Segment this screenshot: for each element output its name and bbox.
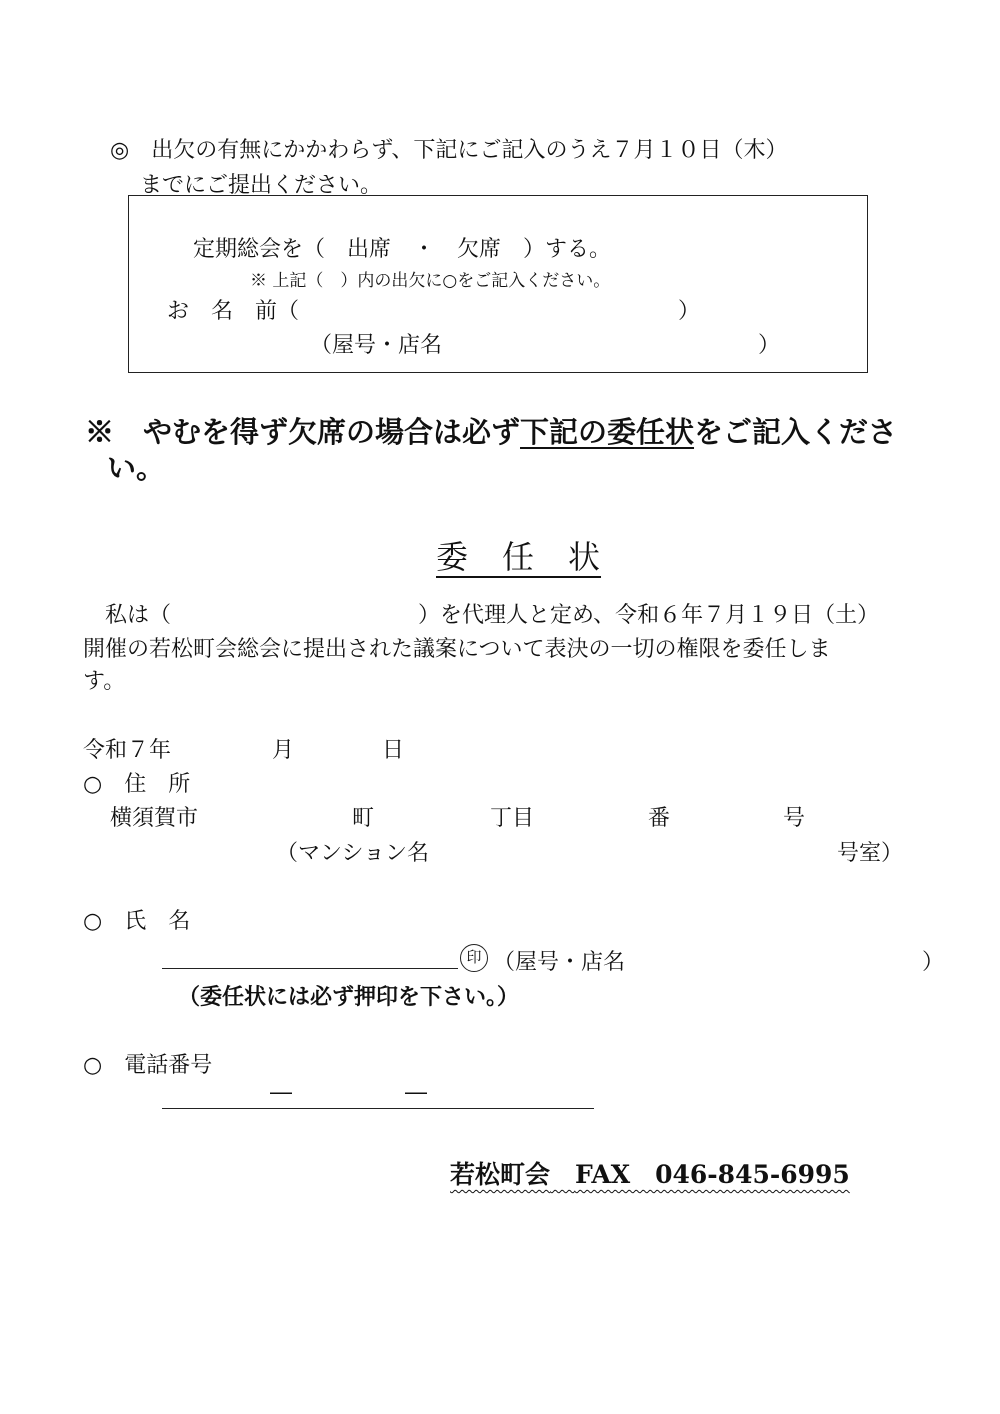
phone-label: ○ 電話番号 [83, 1053, 213, 1078]
notice-line-1: ◎ 出欠の有無にかかわらず、下記にご記入のうえ７月１０日（木） [110, 138, 788, 163]
footer-fax [450, 1155, 850, 1191]
address-go: 号 [783, 806, 806, 831]
attendee-shop-close: ） [758, 333, 781, 358]
attendee-shop-label: （屋号・店名 [310, 333, 443, 358]
footer-org: 若松町会 [450, 1160, 551, 1189]
phone-dash-2: ― [405, 1080, 427, 1105]
notice-line-2: までにご提出ください。 [140, 173, 383, 198]
name-signature-line[interactable] [162, 968, 458, 969]
name-shop-close: ） [922, 950, 945, 975]
phone-line[interactable] [162, 1108, 594, 1109]
proxy-body-close: ）を代理人と定め、令和６年７月１９日（土） [418, 603, 880, 628]
address-mansion: （マンション名 [276, 841, 430, 866]
proxy-warning [85, 410, 897, 451]
attendee-name-label: お 名 前（ [167, 299, 300, 324]
address-chome: 丁目 [490, 806, 535, 831]
footer-spacer [550, 1160, 575, 1189]
proxy-warning-line-2: い。 [107, 451, 166, 485]
date-day: 日 [382, 738, 405, 763]
attendance-note: ※ 上記（ ）内の出欠に○をご記入ください。 [250, 271, 611, 291]
seal-mark: 印 [460, 944, 488, 972]
name-label: ○ 氏 名 [83, 909, 191, 934]
proxy-body-line-3: す。 [83, 669, 126, 694]
warning-underlined: 下記の委任状 [520, 415, 695, 449]
warning-suffix: をご記入くださ [694, 415, 898, 449]
date-year: 令和７年 [83, 738, 172, 763]
date-month: 月 [272, 738, 295, 763]
proxy-body-line-2: 開催の若松町会総会に提出された議案について表決の一切の権限を委任しま [83, 637, 831, 662]
name-shop-label: （屋号・店名 [493, 950, 626, 975]
warning-prefix: ※ やむを得ず欠席の場合は必ず [85, 415, 521, 449]
address-city: 横須賀市 [110, 806, 199, 831]
address-town: 町 [352, 806, 375, 831]
address-ban: 番 [648, 806, 671, 831]
proxy-title: 委 任 状 [436, 538, 602, 576]
address-label: ○ 住 所 [83, 772, 191, 797]
proxy-body-open: 私は（ [105, 603, 172, 628]
phone-dash-1: ― [270, 1080, 292, 1105]
address-room: 号室） [837, 841, 904, 866]
attendance-choice[interactable]: 定期総会を（ 出席 ・ 欠席 ）する。 [193, 237, 612, 262]
seal-note: （委任状には必ず押印を下さい。） [178, 984, 520, 1010]
footer-fax-number: FAX 046-845-6995 [575, 1160, 850, 1189]
attendee-name-close: ） [678, 299, 701, 324]
